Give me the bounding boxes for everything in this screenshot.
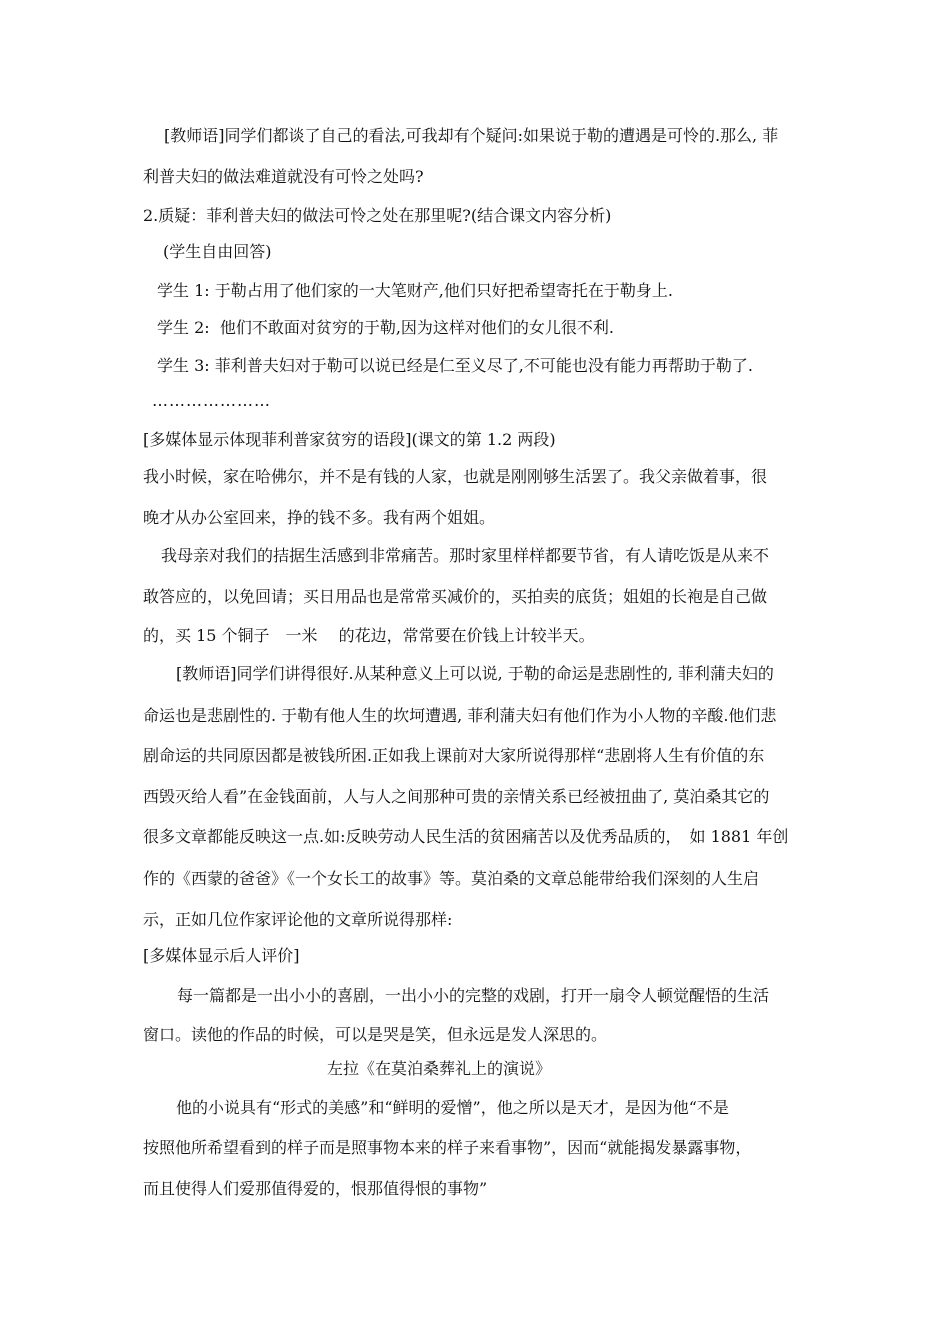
teacher-summary-line-2: 命运也是悲剧性的. 于勒有他人生的坎坷遭遇, 菲利蒲夫妇有他们作为小人物的辛酸.他们悲 bbox=[143, 706, 777, 725]
excerpt-line-3: 我母亲对我们的拮据生活感到非常痛苦。那时家里样样都要节省，有人请吃饭是从来不 bbox=[161, 546, 770, 565]
teacher-summary-line-7: 示，正如几位作家评论他的文章所说得那样: bbox=[143, 910, 453, 929]
teacher-summary-line-5: 很多文章都能反映这一点.如:反映劳动人民生活的贫困痛苦以及优秀品质的， 如 1881 年创 bbox=[143, 827, 789, 846]
excerpt-line-2: 晚才从办公室回来，挣的钱不多。我有两个姐姐。 bbox=[143, 508, 496, 527]
teacher-summary-line-3: 剧命运的共同原因都是被钱所困.正如我上课前对大家所说得那样“悲剧将人生有价值的东 bbox=[143, 746, 765, 765]
student-answer-3: 学生 3: 菲利普夫妇对于勒可以说已经是仁至义尽了,不可能也没有能力再帮助于勒了. bbox=[157, 356, 753, 375]
zola-quote-line-2: 窗口。读他的作品的时候，可以是哭是笑，但永远是发人深思的。 bbox=[143, 1025, 608, 1044]
excerpt-line-1: 我小时候，家在哈佛尔，并不是有钱的人家，也就是刚刚够生活罢了。我父亲做着事，很 bbox=[143, 467, 768, 486]
free-answer-note: (学生自由回答) bbox=[147, 242, 272, 261]
student-answer-2: 学生 2: 他们不敢面对贫穷的于勒,因为这样对他们的女儿很不利. bbox=[157, 318, 615, 337]
zola-attribution: 左拉《在莫泊桑葬礼上的演说》 bbox=[327, 1059, 552, 1078]
critic-quote-line-1: 他的小说具有“形式的美感”和“鲜明的爱憎”，他之所以是天才，是因为他“不是 bbox=[176, 1098, 729, 1117]
question-heading: 2.质疑：菲利普夫妇的做法可怜之处在那里呢?(结合课文内容分析) bbox=[143, 206, 612, 225]
student-answer-1: 学生 1: 于勒占用了他们家的一大笔财产,他们只好把希望寄托在于勒身上. bbox=[157, 281, 673, 300]
excerpt-line-5: 的，买 15 个铜子 一米 的花边，常常要在价钱上计较半天。 bbox=[143, 626, 595, 645]
teacher-summary-line-1: [教师语]同学们讲得很好.从某种意义上可以说, 于勒的命运是悲剧性的, 菲利蒲夫妇的 bbox=[176, 664, 774, 683]
teacher-remark-line-2: 利普夫妇的做法难道就没有可怜之处吗? bbox=[143, 167, 424, 186]
critic-quote-line-2: 按照他所希望看到的样子而是照事物本来的样子来看事物”，因而“就能揭发暴露事物， bbox=[143, 1138, 752, 1157]
teacher-summary-line-6: 作的《西蒙的爸爸》《一个女长工的故事》等。莫泊桑的文章总能带给我们深刻的人生启 bbox=[143, 869, 760, 888]
zola-quote-line-1: 每一篇都是一出小小的喜剧，一出小小的完整的戏剧，打开一扇令人顿觉醒悟的生活 bbox=[177, 986, 770, 1005]
excerpt-line-4: 敢答应的，以免回请；买日用品也是常常买减价的，买拍卖的底货；姐姐的长袍是自己做 bbox=[143, 587, 768, 606]
ellipsis-line: ………………… bbox=[152, 391, 271, 410]
multimedia-heading-2: [多媒体显示后人评价] bbox=[143, 946, 300, 965]
critic-quote-line-3: 而且使得人们爱那值得爱的，恨那值得恨的事物” bbox=[143, 1179, 488, 1198]
teacher-remark-line-1: [教师语]同学们都谈了自己的看法,可我却有个疑问:如果说于勒的遭遇是可怜的.那么, 菲 bbox=[148, 126, 779, 145]
multimedia-heading-1: [多媒体显示体现菲利普家贫穷的语段](课文的第 1.2 两段) bbox=[143, 430, 556, 449]
teacher-summary-line-4: 西毁灭给人看”在金钱面前，人与人之间那种可贵的亲情关系已经被扭曲了, 莫泊桑其它的 bbox=[143, 787, 770, 806]
